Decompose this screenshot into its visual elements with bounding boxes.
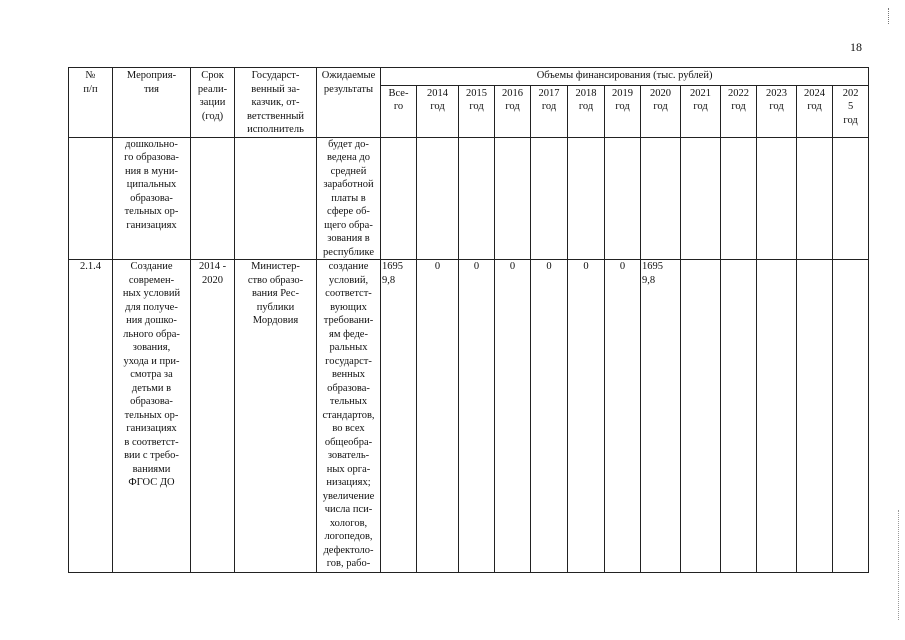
- row-customer: Министер- ство образо- вания Рес- публики Мордовия: [235, 260, 317, 573]
- value-cell: [605, 137, 641, 260]
- row-results: будет до- ведена до средней заработной платы в сфере об- щего обра- зования в республике: [317, 137, 381, 260]
- scan-margin-marks: [888, 8, 895, 24]
- header-term: Срок реали- зации (год): [191, 68, 235, 138]
- header-year-total: Все- го: [381, 85, 417, 137]
- value-cell: [531, 137, 568, 260]
- header-row-1: [69, 68, 869, 86]
- row-num: [69, 137, 113, 260]
- value-cell: [833, 260, 869, 573]
- value-cell: [721, 137, 757, 260]
- value-cell: 0: [417, 260, 459, 573]
- row-event: Создание современ- ных условий для получе- ния дошко- льного обра- зования, ухода и при- смотра за детьми в образова- тельных ор- ганизациях в соответст- вии с требо- ваниями ФГОС ДО: [113, 260, 191, 573]
- header-year-2018: 2018 год: [568, 85, 605, 137]
- value-cell: [757, 137, 797, 260]
- header-customer: Государст- венный за- казчик, от- ветственный исполнитель: [235, 68, 317, 138]
- header-year-2021: 2021 год: [681, 85, 721, 137]
- scan-edge-artifact: [876, 510, 899, 620]
- value-cell: [641, 137, 681, 260]
- row-event: дошкольно- го образова- ния в муни- ципальных образова- тельных ор- ганизациях: [113, 137, 191, 260]
- header-year-2016: 2016 год: [495, 85, 531, 137]
- header-year-2019: 2019 год: [605, 85, 641, 137]
- header-financing: Объемы финансирования (тыс. рублей): [381, 68, 869, 86]
- header-year-2023: 2023 год: [757, 85, 797, 137]
- value-cell: 0: [568, 260, 605, 573]
- header-year-2024: 2024 год: [797, 85, 833, 137]
- header-year-2020: 2020 год: [641, 85, 681, 137]
- header-year-2014: 2014 год: [417, 85, 459, 137]
- value-cell: [833, 137, 869, 260]
- value-cell: [568, 137, 605, 260]
- header-year-2015: 2015 год: [459, 85, 495, 137]
- header-num: № п/п: [69, 68, 113, 138]
- row-num: 2.1.4: [69, 260, 113, 573]
- header-event: Мероприя- тия: [113, 68, 191, 138]
- value-cell: [417, 137, 459, 260]
- financing-table: [68, 67, 869, 573]
- value-cell: [495, 137, 531, 260]
- value-cell: [681, 137, 721, 260]
- row-results: создание условий, соответст- вующих требовани- ям феде- ральных государст- венных образова- тельных стандартов, во всех общеобра- зователь- ных орга- низациях; увеличение числа пси- хологов, логопедов, дефектоло- гов, рабо-: [317, 260, 381, 573]
- header-year-2025: 202 5 год: [833, 85, 869, 137]
- value-cell: [721, 260, 757, 573]
- value-cell: 0: [605, 260, 641, 573]
- value-cell: 1695 9,8: [641, 260, 681, 573]
- row-term: 2014 - 2020: [191, 260, 235, 573]
- row-term: [191, 137, 235, 260]
- value-cell: [797, 137, 833, 260]
- value-cell: 0: [459, 260, 495, 573]
- value-cell: [459, 137, 495, 260]
- value-cell: 0: [495, 260, 531, 573]
- value-cell: [381, 137, 417, 260]
- header-year-2017: 2017 год: [531, 85, 568, 137]
- header-year-2022: 2022 год: [721, 85, 757, 137]
- value-cell: 1695 9,8: [381, 260, 417, 573]
- value-cell: [681, 260, 721, 573]
- value-cell: 0: [531, 260, 568, 573]
- table-row: [69, 260, 869, 573]
- value-cell: [757, 260, 797, 573]
- header-results: Ожидаемые результаты: [317, 68, 381, 138]
- row-customer: [235, 137, 317, 260]
- value-cell: [797, 260, 833, 573]
- table-row: [69, 137, 869, 260]
- page-number: 18: [850, 40, 862, 54]
